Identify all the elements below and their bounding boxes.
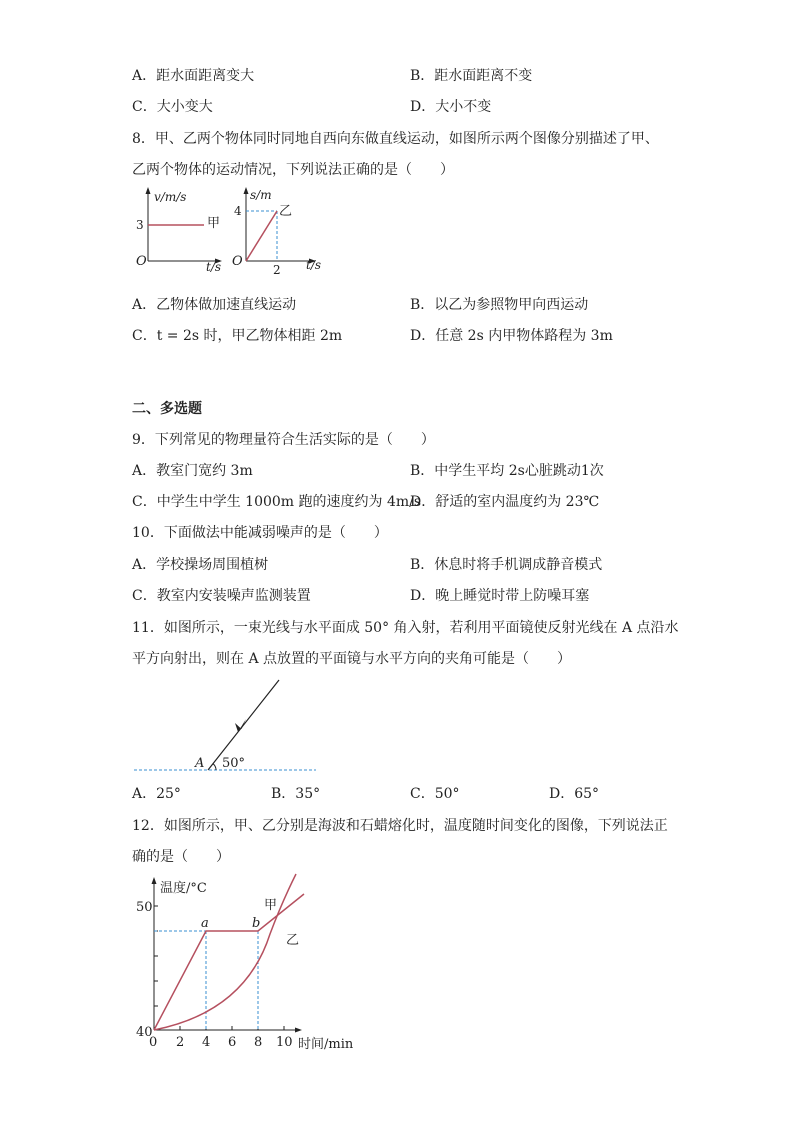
- q10-option-d: D．晚上睡觉时带上防噪耳塞: [410, 588, 590, 604]
- q11-angle-label: 50°: [222, 756, 246, 771]
- q7-option-c: C．大小变大: [132, 99, 213, 115]
- q11-option-c: C．50°: [410, 786, 460, 802]
- q12-ytick-40: 40: [136, 1025, 153, 1040]
- q12-xtick-8: 8: [254, 1035, 263, 1050]
- q12-stem-line1: 12．如图所示，甲、乙分别是海波和石蜡熔化时，温度随时间变化的图像，下列说法正: [132, 818, 668, 834]
- q11-point-a: A: [195, 756, 205, 771]
- q10-stem: 10．下面做法中能减弱噪声的是（ ）: [132, 525, 388, 541]
- q8-g2-origin: O: [232, 254, 243, 269]
- q10-option-a: A．学校操场周围植树: [132, 557, 269, 573]
- q10-option-b: B．休息时将手机调成静音模式: [410, 557, 603, 573]
- q8-g2-ylabel: s/m: [250, 188, 272, 202]
- q8-position-line: [246, 211, 277, 261]
- q7-option-a: A．距水面距离变大: [132, 68, 255, 84]
- q12-xtick-0: 0: [149, 1035, 158, 1050]
- q12-curve-jia: [154, 894, 304, 1030]
- q9-option-d: D．舒适的室内温度约为 23℃: [410, 494, 600, 510]
- q7-option-d: D．大小不变: [410, 99, 492, 115]
- q12-curve-label-jia: 甲: [264, 898, 278, 913]
- q8-g1-ylabel: v/m/s: [154, 190, 187, 204]
- q8-stem-line2: 乙两个物体的运动情况，下列说法正确的是（ ）: [132, 162, 454, 178]
- q8-g2-curve-label: 乙: [279, 204, 293, 219]
- q7-option-b: B．距水面距离不变: [410, 68, 533, 84]
- q8-g1-xlabel: t/s: [206, 260, 222, 274]
- q12-xtick-6: 6: [228, 1035, 237, 1050]
- q11-stem-line1: 11．如图所示，一束光线与水平面成 50° 角入射，若利用平面镜使反射光线在 A 点沿水: [132, 620, 679, 636]
- q11-option-a: A．25°: [132, 786, 181, 802]
- q8-g1-tick-3: 3: [136, 218, 144, 232]
- q12-stem-line2: 确的是（ ）: [132, 849, 230, 865]
- q9-option-c: C．中学生中学生 1000m 跑的速度约为 4m/s: [132, 494, 422, 510]
- q12-xtick-10: 10: [276, 1035, 293, 1050]
- q8-g1-curve-label: 甲: [207, 216, 221, 231]
- q12-melting-graph: [130, 872, 370, 1056]
- q8-g1-origin: O: [136, 254, 147, 269]
- q8-option-a: A．乙物体做加速直线运动: [132, 297, 297, 313]
- q8-option-c: C．t = 2s 时，甲乙物体相距 2m: [132, 328, 343, 344]
- q11-stem-line2: 平方向射出，则在 A 点放置的平面镜与水平方向的夹角可能是（ ）: [132, 651, 572, 667]
- q9-option-b: B．中学生平均 2s心脏跳动1次: [410, 463, 604, 479]
- q9-option-a: A．教室门宽约 3m: [132, 463, 253, 479]
- section-title-multiple-choice: 二、多选题: [132, 401, 202, 417]
- q12-xtick-2: 2: [176, 1035, 185, 1050]
- q11-light-figure: [130, 676, 320, 776]
- q11-option-b: B．35°: [271, 786, 321, 802]
- q12-point-b: b: [252, 916, 261, 931]
- q8-g2-xlabel: t/s: [306, 258, 322, 272]
- q8-option-b: B．以乙为参照物甲向西运动: [410, 297, 589, 313]
- q12-xtick-4: 4: [202, 1035, 211, 1050]
- q11-angle-arc: [213, 764, 216, 770]
- q12-ytick-50: 50: [136, 900, 153, 915]
- q10-option-c: C．教室内安装噪声监测装置: [132, 588, 311, 604]
- q12-ylabel: 温度/°C: [160, 881, 207, 896]
- q12-xlabel: 时间/min: [298, 1037, 354, 1052]
- q8-g2-tick-2: 2: [273, 263, 281, 277]
- q8-stem-line1: 8．甲、乙两个物体同时同地自西向东做直线运动，如图所示两个图像分别描述了甲、: [132, 131, 659, 147]
- q11-option-d: D．65°: [549, 786, 600, 802]
- q12-curve-label-yi: 乙: [286, 933, 300, 948]
- q8-graph-position: [228, 185, 328, 275]
- q11-ray-arrow: [235, 719, 246, 732]
- q8-g2-tick-4: 4: [234, 204, 242, 218]
- q8-graph-velocity: [130, 185, 230, 275]
- q9-stem: 9．下列常见的物理量符合生活实际的是（ ）: [132, 432, 435, 448]
- q12-point-a: a: [201, 916, 209, 931]
- q8-option-d: D．任意 2s 内甲物体路程为 3m: [410, 328, 613, 344]
